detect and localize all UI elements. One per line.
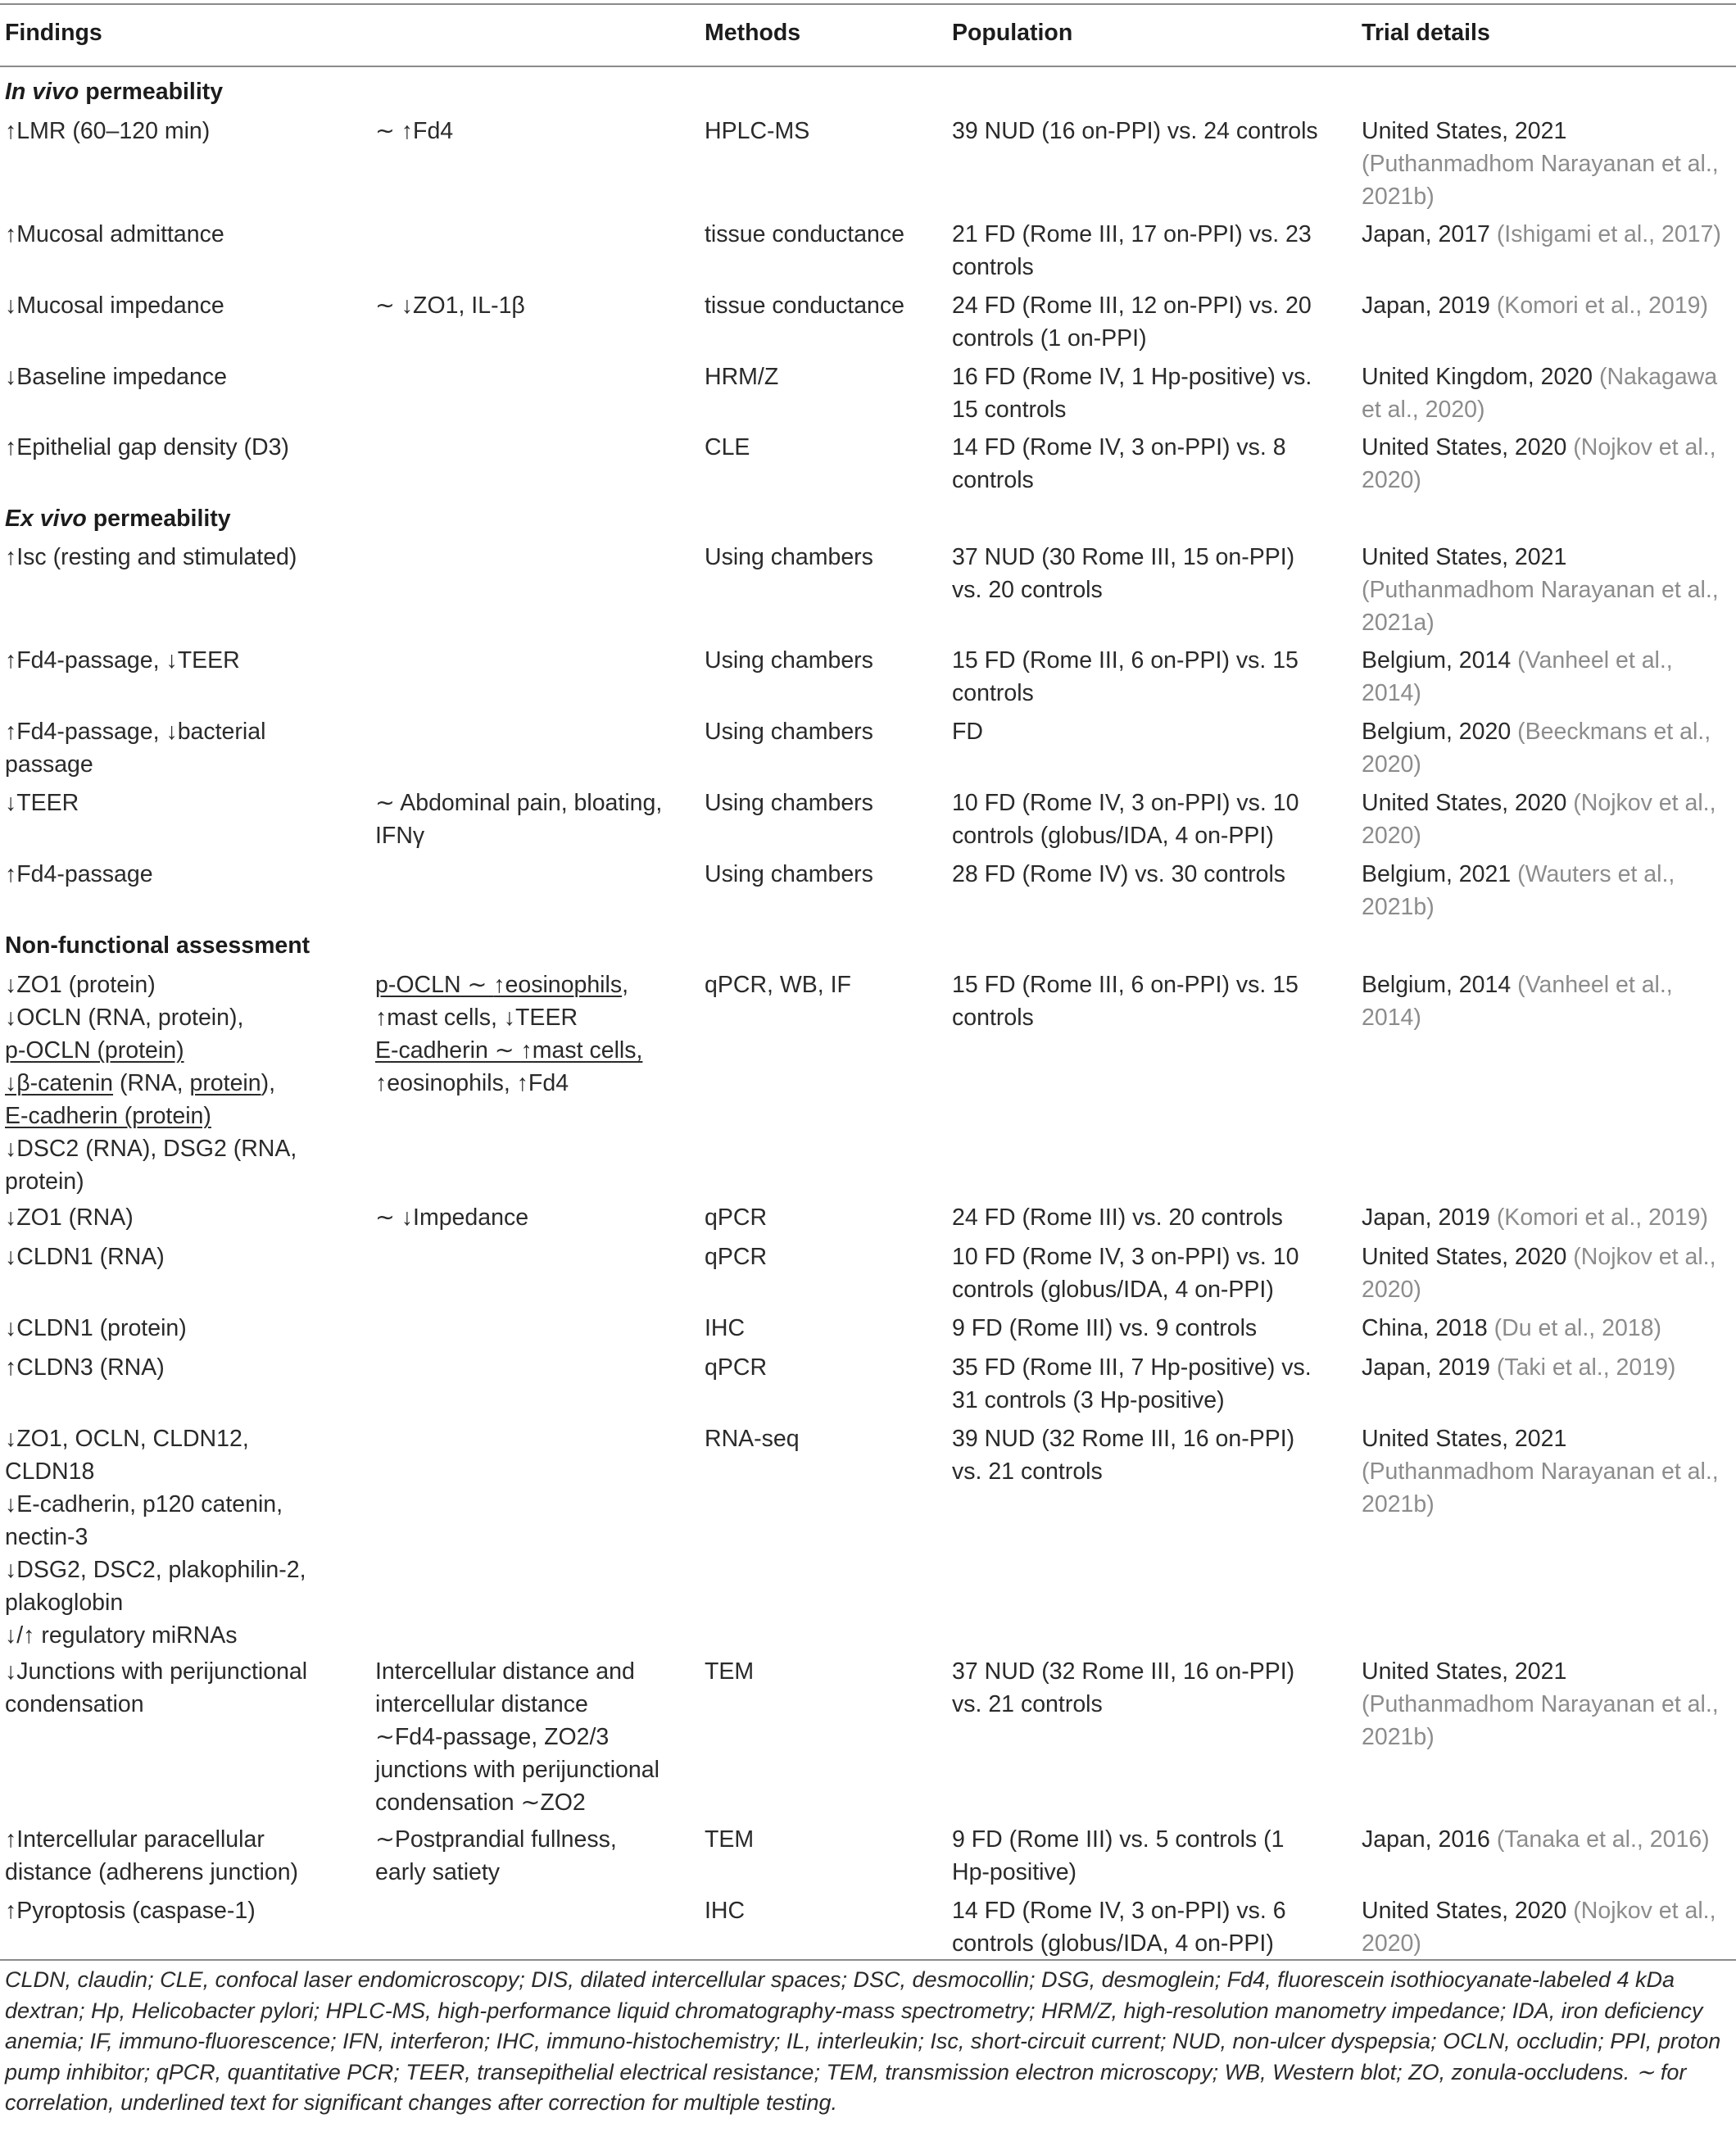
row-population: 9 FD (Rome III) vs. 5 controls (1 Hp-positive) bbox=[952, 1826, 1285, 1885]
row-population: 14 FD (Rome IV, 3 on-PPI) vs. 6 controls (globus/IDA, 4 on-PPI) bbox=[952, 1898, 1286, 1957]
row-findings: ↑Intercellular paracellular distance (adherens junction) bbox=[5, 1826, 299, 1885]
correlation-line: , bbox=[622, 972, 629, 998]
table-footnote: CLDN, claudin; CLE, confocal laser endomicroscopy; DIS, dilated intercellular spaces; DSC, desmocollin; DSG, desmoglein; Fd4, fluorescein isothiocyanate-labeled 4 kDa dextran; Hp, Helicobacter pylori; HPLC-MS, high-performance liquid chromatography-mass spectrometry; HRM/Z, high-resolution manometry impedance; IDA, iron deficiency anemia; IF, immuno-fluorescence; IFN, interferon; IHC, immuno-histochemistry; IL, interleukin; Isc, short-circuit current; NUD, non-ulcer dyspepsia; OCLN, occludin; PPI, proton pump inhibitor; qPCR, quantitative PCR; TEER, transepithelial electrical resistance; TEM, transmission electron microscopy; WB, Western blot; ZO, zonula-occludens. ∼ for correlation, underlined text for significant changes after correction for multiple testing. bbox=[5, 1967, 1721, 2115]
trial-reference-link[interactable]: (Tanaka et al., 2016) bbox=[1496, 1826, 1710, 1853]
finding-significant: E-cadherin (protein) bbox=[5, 1103, 211, 1129]
trial-country-year: United States, 2021 bbox=[1362, 544, 1567, 570]
trial-reference-link[interactable]: (Vanheel et al., 2014) bbox=[1362, 972, 1673, 1031]
row-trial-details bbox=[1362, 1201, 1730, 1234]
trial-country-year: United States, 2021 bbox=[1362, 118, 1567, 144]
trial-country-year: Japan, 2019 bbox=[1362, 293, 1497, 319]
trial-country-year: Belgium, 2021 bbox=[1362, 861, 1518, 887]
row-trial-details bbox=[1362, 715, 1730, 781]
trial-reference-link[interactable]: (Taki et al., 2019) bbox=[1496, 1354, 1676, 1381]
row-methods: Using chambers bbox=[705, 719, 873, 745]
row-correlation: ∼ ↑Fd4 bbox=[375, 118, 454, 144]
row-findings: ↑Fd4-passage bbox=[5, 861, 153, 887]
row-population: 9 FD (Rome III) vs. 9 controls bbox=[952, 1315, 1258, 1341]
row-findings: ↑Mucosal admittance bbox=[5, 221, 224, 247]
finding-line: (RNA, bbox=[113, 1070, 190, 1096]
correlation-significant: ↑eosinophils bbox=[493, 972, 623, 998]
row-findings: ↓TEER bbox=[5, 790, 79, 816]
row-findings: ↑Pyroptosis (caspase-1) bbox=[5, 1898, 256, 1924]
row-trial-details bbox=[1362, 858, 1730, 923]
correlation-significant: E-cadherin ∼ bbox=[375, 1037, 521, 1064]
finding-significant: p-OCLN (protein) bbox=[5, 1037, 184, 1064]
row-trial-details bbox=[1362, 968, 1730, 1034]
row-findings: ↑LMR (60–120 min) bbox=[5, 118, 211, 144]
row-correlation: ∼ ↓ZO1, IL-1β bbox=[375, 293, 525, 319]
row-trial-details bbox=[1362, 115, 1730, 213]
row-population: 14 FD (Rome IV, 3 on-PPI) vs. 8 controls bbox=[952, 434, 1286, 493]
trial-reference-link[interactable]: (Komori et al., 2019) bbox=[1496, 1204, 1709, 1231]
row-population: 39 NUD (32 Rome III, 16 on-PPI) vs. 21 controls bbox=[952, 1426, 1295, 1485]
row-methods: HRM/Z bbox=[705, 364, 779, 390]
row-population: 35 FD (Rome III, 7 Hp-positive) vs. 31 controls (3 Hp-positive) bbox=[952, 1354, 1312, 1413]
trial-reference-link[interactable]: (Puthanmadhom Narayanan et al., 2021b) bbox=[1362, 151, 1719, 210]
row-findings: ↓Baseline impedance bbox=[5, 364, 227, 390]
row-population: 37 NUD (32 Rome III, 16 on-PPI) vs. 21 controls bbox=[952, 1658, 1295, 1717]
trial-reference-link[interactable]: (Nojkov et al., 2020) bbox=[1362, 1244, 1716, 1303]
trial-country-year: United States, 2021 bbox=[1362, 1658, 1567, 1685]
row-trial-details bbox=[1362, 361, 1730, 426]
header-findings: Findings bbox=[5, 20, 102, 46]
table-header-rule bbox=[0, 66, 1736, 67]
row-correlation bbox=[375, 968, 687, 1100]
row-methods: qPCR, WB, IF bbox=[705, 972, 851, 998]
trial-reference-link[interactable]: (Komori et al., 2019) bbox=[1496, 293, 1709, 319]
row-methods: Using chambers bbox=[705, 790, 873, 816]
trial-reference-link[interactable]: (Nojkov et al., 2020) bbox=[1362, 790, 1716, 849]
section-non-functional-assessment: Non-functional assessment bbox=[5, 932, 310, 959]
row-methods: tissue conductance bbox=[705, 293, 904, 319]
trial-country-year: Japan, 2017 bbox=[1362, 221, 1497, 247]
trial-reference-link[interactable]: (Puthanmadhom Narayanan et al., 2021b) bbox=[1362, 1458, 1719, 1517]
trial-reference-link[interactable]: (Nojkov et al., 2020) bbox=[1362, 434, 1716, 493]
row-methods: Using chambers bbox=[705, 647, 873, 674]
row-findings: ↓ZO1, OCLN, CLDN12, CLDN18 ↓E-cadherin, p120 catenin, nectin-3 ↓DSG2, DSC2, plakophilin-2, plakoglobin ↓/↑ regulatory miRNAs bbox=[5, 1426, 306, 1649]
row-findings: ↓ZO1 (RNA) bbox=[5, 1204, 134, 1231]
trial-country-year: United States, 2020 bbox=[1362, 1244, 1574, 1270]
row-population: 24 FD (Rome III, 12 on-PPI) vs. 20 controls (1 on-PPI) bbox=[952, 293, 1312, 352]
row-population: 15 FD (Rome III, 6 on-PPI) vs. 15 controls bbox=[952, 972, 1299, 1031]
correlation-significant: p-OCLN ∼ bbox=[375, 972, 494, 998]
row-population: FD bbox=[952, 719, 983, 745]
row-methods: RNA-seq bbox=[705, 1426, 800, 1452]
row-trial-details bbox=[1362, 1312, 1730, 1345]
row-methods: CLE bbox=[705, 434, 750, 460]
row-correlation: ∼Postprandial fullness, early satiety bbox=[375, 1826, 617, 1885]
finding-line: ↓OCLN (RNA, protein), bbox=[5, 1005, 244, 1031]
trial-country-year: China, 2018 bbox=[1362, 1315, 1494, 1341]
section-ex-vivo-em: Ex vivo bbox=[5, 506, 87, 532]
section-ex-vivo-rest: permeability bbox=[86, 506, 231, 532]
finding-line: ↓ZO1 (protein) bbox=[5, 972, 156, 998]
row-trial-details bbox=[1362, 218, 1730, 251]
row-methods: Using chambers bbox=[705, 861, 873, 887]
trial-reference-link[interactable]: (Puthanmadhom Narayanan et al., 2021b) bbox=[1362, 1691, 1719, 1750]
row-population: 10 FD (Rome IV, 3 on-PPI) vs. 10 controls (globus/IDA, 4 on-PPI) bbox=[952, 1244, 1299, 1303]
trial-country-year: Belgium, 2014 bbox=[1362, 647, 1518, 674]
finding-line: ), bbox=[261, 1070, 276, 1096]
row-findings: ↑Isc (resting and stimulated) bbox=[5, 544, 297, 570]
trial-country-year: Belgium, 2020 bbox=[1362, 719, 1518, 745]
correlation-significant: ↑mast cells, bbox=[520, 1037, 643, 1064]
row-trial-details bbox=[1362, 1655, 1730, 1753]
trial-country-year: United States, 2020 bbox=[1362, 790, 1574, 816]
row-correlation: ∼ Abdominal pain, bloating, IFNγ bbox=[375, 790, 663, 849]
finding-significant: protein bbox=[189, 1070, 261, 1096]
row-findings: ↑Fd4-passage, ↓TEER bbox=[5, 647, 240, 674]
row-correlation: Intercellular distance and intercellular distance ∼Fd4-passage, ZO2/3 junctions with perijunctional condensation ∼ZO2 bbox=[375, 1658, 659, 1816]
header-trial-details: Trial details bbox=[1362, 20, 1490, 46]
row-findings bbox=[5, 968, 365, 1198]
header-population: Population bbox=[952, 20, 1073, 46]
trial-reference-link[interactable]: (Puthanmadhom Narayanan et al., 2021a) bbox=[1362, 577, 1719, 636]
trial-country-year: Belgium, 2014 bbox=[1362, 972, 1518, 998]
row-trial-details bbox=[1362, 1241, 1730, 1306]
header-methods: Methods bbox=[705, 20, 801, 46]
trial-reference-link[interactable]: (Wauters et al., 2021b) bbox=[1362, 861, 1675, 920]
section-in-vivo-rest: permeability bbox=[79, 79, 224, 105]
trial-reference-link[interactable]: (Beeckmans et al., 2020) bbox=[1362, 719, 1711, 778]
row-trial-details bbox=[1362, 787, 1730, 852]
row-trial-details bbox=[1362, 431, 1730, 497]
row-findings: ↓Junctions with perijunctional condensation bbox=[5, 1658, 308, 1717]
trial-country-year: United States, 2021 bbox=[1362, 1426, 1567, 1452]
trial-reference-link[interactable]: (Ishigami et al., 2017) bbox=[1496, 221, 1721, 247]
section-in-vivo-em: In vivo bbox=[5, 79, 79, 105]
row-population: 15 FD (Rome III, 6 on-PPI) vs. 15 controls bbox=[952, 647, 1299, 706]
row-methods: tissue conductance bbox=[705, 221, 904, 247]
trial-country-year: United Kingdom, 2020 bbox=[1362, 364, 1599, 390]
row-findings: ↓CLDN1 (RNA) bbox=[5, 1244, 165, 1270]
row-findings: ↑CLDN3 (RNA) bbox=[5, 1354, 165, 1381]
trial-reference-link[interactable]: (Vanheel et al., 2014) bbox=[1362, 647, 1673, 706]
row-trial-details bbox=[1362, 1894, 1730, 1960]
row-methods: Using chambers bbox=[705, 544, 873, 570]
row-population: 24 FD (Rome III) vs. 20 controls bbox=[952, 1204, 1283, 1231]
row-population: 10 FD (Rome IV, 3 on-PPI) vs. 10 controls (globus/IDA, 4 on-PPI) bbox=[952, 790, 1299, 849]
finding-line: ↓DSC2 (RNA), DSG2 (RNA, bbox=[5, 1136, 297, 1162]
row-methods: IHC bbox=[705, 1898, 746, 1924]
trial-country-year: Japan, 2016 bbox=[1362, 1826, 1497, 1853]
row-findings: ↓Mucosal impedance bbox=[5, 293, 224, 319]
row-methods: qPCR bbox=[705, 1204, 768, 1231]
trial-reference-link[interactable]: (Du et al., 2018) bbox=[1494, 1315, 1661, 1341]
row-methods: qPCR bbox=[705, 1354, 768, 1381]
row-population: 16 FD (Rome IV, 1 Hp-positive) vs. 15 controls bbox=[952, 364, 1312, 423]
correlation-line: ↑mast cells, ↓TEER bbox=[375, 1005, 578, 1031]
row-trial-details bbox=[1362, 644, 1730, 710]
row-findings: ↓CLDN1 (protein) bbox=[5, 1315, 187, 1341]
row-population: 21 FD (Rome III, 17 on-PPI) vs. 23 controls bbox=[952, 221, 1312, 280]
row-methods: TEM bbox=[705, 1826, 755, 1853]
finding-significant: ↓β-catenin bbox=[5, 1070, 114, 1096]
trial-reference-link[interactable]: (Nakagawa et al., 2020) bbox=[1362, 364, 1718, 423]
section-in-vivo-permeability bbox=[5, 75, 660, 108]
row-methods: IHC bbox=[705, 1315, 746, 1341]
row-methods: qPCR bbox=[705, 1244, 768, 1270]
row-findings: ↑Fd4-passage, ↓bacterial passage bbox=[5, 719, 266, 778]
row-methods: TEM bbox=[705, 1658, 755, 1685]
table-top-rule bbox=[0, 3, 1736, 5]
row-population: 28 FD (Rome IV) vs. 30 controls bbox=[952, 861, 1286, 887]
trial-country-year: United States, 2020 bbox=[1362, 1898, 1574, 1924]
row-findings: ↑Epithelial gap density (D3) bbox=[5, 434, 289, 460]
row-trial-details bbox=[1362, 1351, 1730, 1384]
finding-line: protein) bbox=[5, 1168, 84, 1195]
trial-country-year: Japan, 2019 bbox=[1362, 1204, 1497, 1231]
row-trial-details bbox=[1362, 541, 1730, 639]
row-trial-details bbox=[1362, 289, 1730, 322]
row-trial-details bbox=[1362, 1422, 1730, 1521]
row-methods: HPLC-MS bbox=[705, 118, 810, 144]
correlation-line: ↑eosinophils, ↑Fd4 bbox=[375, 1070, 569, 1096]
trial-reference-link[interactable]: (Nojkov et al., 2020) bbox=[1362, 1898, 1716, 1957]
section-ex-vivo-permeability bbox=[5, 502, 660, 535]
row-population: 37 NUD (30 Rome III, 15 on-PPI) vs. 20 controls bbox=[952, 544, 1295, 603]
row-correlation: ∼ ↓Impedance bbox=[375, 1204, 529, 1231]
row-trial-details bbox=[1362, 1823, 1730, 1856]
row-population: 39 NUD (16 on-PPI) vs. 24 controls bbox=[952, 118, 1318, 144]
trial-country-year: Japan, 2019 bbox=[1362, 1354, 1497, 1381]
trial-country-year: United States, 2020 bbox=[1362, 434, 1574, 460]
